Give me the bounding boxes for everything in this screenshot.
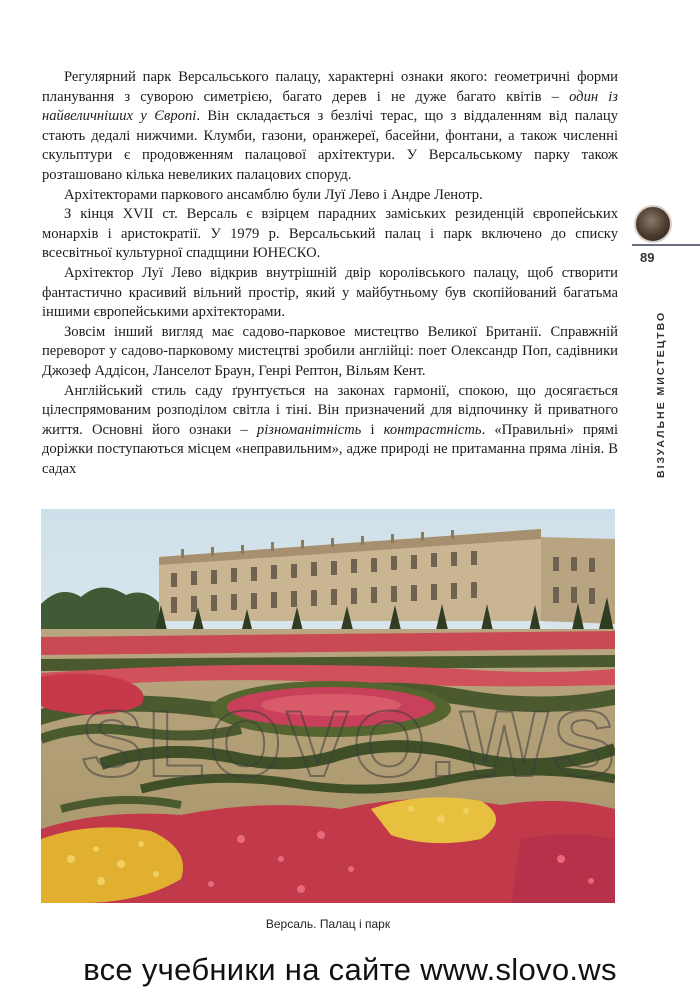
text-run: і xyxy=(361,421,384,438)
footer-banner: все учебники на сайте www.slovo.ws xyxy=(83,952,617,987)
section-emblem-icon xyxy=(634,205,672,243)
page-number: 89 xyxy=(640,250,655,265)
text-run: Регулярний парк Версальського палацу, характерні ознаки якого: геометричні форми планування з суворою симетрією, багато дерев і не дуже багато квітів – xyxy=(42,69,618,105)
paragraph-unesco: З кінця XVII ст. Версаль є взірцем парадних заміських резиденцій європейських монархів і аристократії. У 1979 р. Версальський палац і парк включено до списку всесвітньої культурної спадщини ЮНЕСКО. xyxy=(42,206,618,262)
margin-divider xyxy=(632,244,700,246)
italic-phrase: різноманітність xyxy=(256,421,362,438)
text-run: . «Правильні» прямі доріжки поступаються місцем «неправильним», адже природі не притаманна пряма лінія. В садах xyxy=(42,421,618,477)
section-title-vertical: ВІЗУАЛЬНЕ МИСТЕЦТВО xyxy=(655,310,667,478)
text-run: . Він складається з безлічі терас, що з віддаленням від палацу стають дедалі нижчими. Клумби, газони, оранжереї, басейни, фонтани, а також численні скульптури є продовженням палацової архітектури. У Версальському парку також розташовано кілька невеликих палацових споруд. xyxy=(42,108,618,183)
paragraph-british-gardens: Зовсім інший вигляд має садово-парковое мистецтво Великої Британії. Справжній переворот у садово-парковому мистецтві зробили англійці: поет Олександр Поп, садівники Джозеф Аддісон, Ланселот Браун, Генрі Рептон, Вільям Кент. xyxy=(42,323,618,379)
figure-caption: Версаль. Палац і парк xyxy=(265,917,391,931)
paragraph-louis-le-vau: Архітектор Луї Лево відкрив внутрішній двір королівського палацу, щоб створити фантастично красивий вільний простір, який у майбутньому був скопійований багатьма іншими європейськими архітекторами. xyxy=(42,264,618,321)
italic-phrase: один із найвеличніших у Європі xyxy=(42,88,619,125)
text-run: Англійський стиль саду ґрунтується на законах гармонії, спокою, що досягається цілеспрямованим розподілом світла і тіні. Він призначений для відпочинку й приватного життя. Основні його ознаки – xyxy=(42,382,618,438)
italic-phrase: контрастність xyxy=(383,421,482,438)
paragraph-versailles-park xyxy=(42,68,618,186)
article-body xyxy=(42,68,618,479)
paragraph-english-style xyxy=(42,382,618,480)
watermark: SLOVO.WS xyxy=(80,691,620,796)
paragraph-architects: Архітекторами паркового ансамблю були Луї Лево і Андре Ленотр. xyxy=(64,186,483,203)
